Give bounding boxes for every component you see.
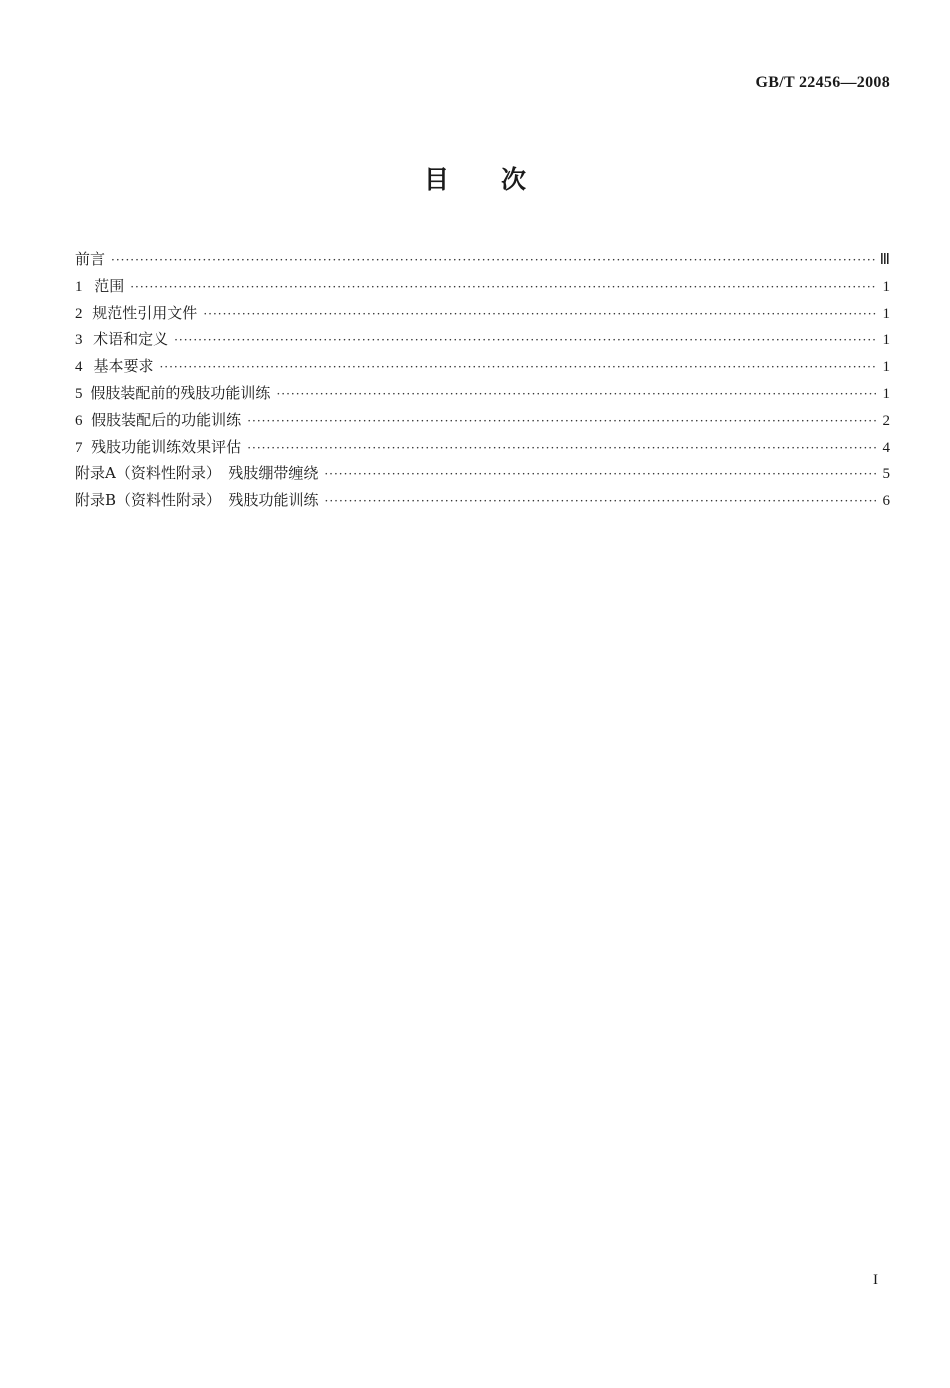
toc-entry-4[interactable]	[75, 353, 890, 380]
toc-entry-page: 4	[882, 439, 890, 456]
toc-dot-leader	[325, 488, 876, 515]
toc-entry-title: 范围	[94, 276, 125, 295]
toc-dot-leader	[203, 301, 876, 328]
toc-dot-leader	[130, 274, 876, 301]
toc-dot-leader	[159, 354, 876, 381]
toc-dot-leader	[276, 381, 876, 408]
toc-entry-annex-b[interactable]	[75, 487, 890, 514]
toc-entry-annex-a[interactable]	[75, 460, 890, 487]
toc-dot-leader	[111, 247, 876, 274]
toc-dot-leader	[324, 461, 876, 488]
page-title: 目次	[423, 165, 578, 194]
toc-entry-number: 2	[75, 305, 83, 322]
toc-entry-page: 1	[882, 278, 890, 295]
toc-dot-leader	[247, 435, 876, 462]
toc-entry-page: 5	[882, 466, 890, 483]
toc-entry-title: 附录A（资料性附录） 残肢绷带缠绕	[75, 464, 319, 483]
toc-entry-title: 假肢装配后的功能训练	[91, 410, 242, 429]
toc-entry-page: 6	[882, 493, 890, 510]
toc-entry-number: 4	[75, 359, 83, 376]
toc-entry-page: 2	[882, 412, 890, 429]
toc-entry-3[interactable]	[75, 326, 890, 353]
table-of-contents	[75, 246, 890, 514]
toc-dot-leader	[247, 408, 876, 435]
toc-entry-page: 1	[882, 359, 890, 376]
standard-code: GB/T 22456—2008	[755, 74, 890, 91]
toc-entry-5[interactable]	[75, 380, 890, 407]
toc-entry-number: 7	[75, 439, 83, 456]
toc-entry-title: 附录B（资料性附录） 残肢功能训练	[75, 491, 319, 510]
toc-entry-number: 3	[75, 332, 83, 349]
toc-entry-7[interactable]	[75, 434, 890, 461]
toc-entry-title: 规范性引用文件	[92, 303, 198, 322]
toc-entry-number: 1	[75, 278, 83, 295]
toc-dot-leader	[174, 327, 876, 354]
toc-entry-page: 1	[882, 305, 890, 322]
toc-entry-6[interactable]	[75, 407, 890, 434]
toc-entry-number: 6	[75, 412, 83, 429]
toc-entry-title: 术语和定义	[93, 330, 169, 349]
toc-entry-title: 假肢装配前的残肢功能训练	[90, 383, 271, 402]
toc-entry-1[interactable]	[75, 273, 890, 300]
toc-entry-2[interactable]	[75, 300, 890, 327]
toc-entry-foreword[interactable]	[75, 246, 890, 273]
toc-entry-title: 基本要求	[93, 357, 154, 376]
toc-entry-page: Ⅲ	[879, 252, 890, 268]
toc-entry-title: 残肢功能训练效果评估	[91, 437, 242, 456]
toc-entry-title: 前言	[75, 250, 106, 268]
page-number: I	[873, 1272, 878, 1288]
toc-entry-page: 1	[882, 385, 890, 402]
toc-entry-number: 5	[75, 385, 83, 402]
toc-entry-page: 1	[882, 332, 890, 349]
